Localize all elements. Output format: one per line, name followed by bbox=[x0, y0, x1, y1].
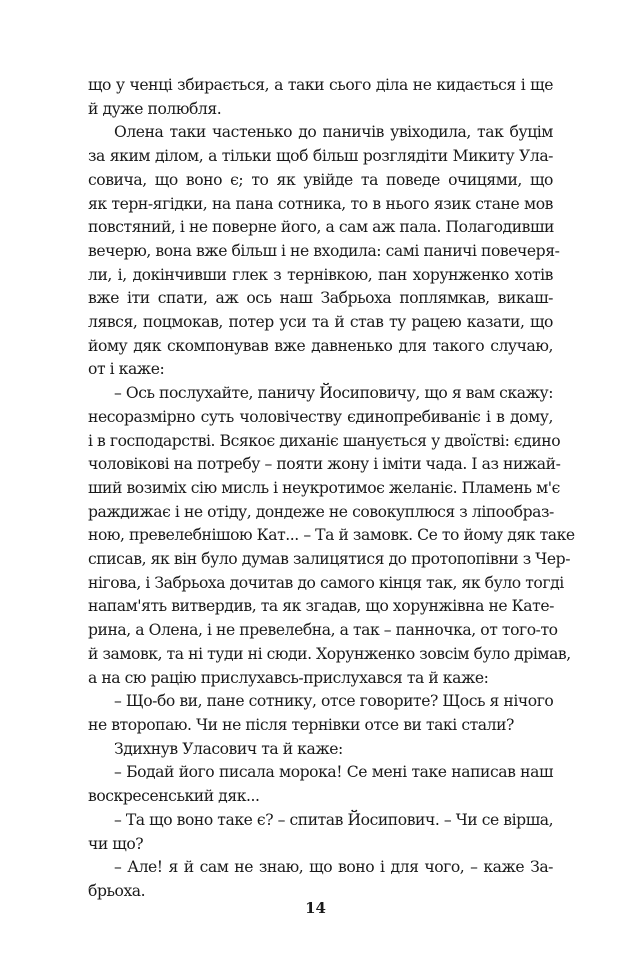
text-line: чи що? bbox=[88, 834, 144, 853]
text-line: ший возиміх сію мисль і неукротимоє желаніє. Пламень м'є bbox=[88, 478, 560, 497]
text-line: не второпаю. Чи не після тернівки отсе ви такі стали? bbox=[88, 715, 514, 734]
text-line: й замовк, та ні туди ні сюди. Хорунженко зовсім було дрімав, bbox=[88, 644, 571, 663]
text-line: вечерю, вона вже більш і не входила: самі паничі повечеря- bbox=[88, 241, 560, 260]
text-line: повстяний, і не поверне його, а сам аж пала. Полагодивши bbox=[88, 218, 554, 237]
text-line: – Що-бо ви, пане сотнику, отсе говорите? Щось я нічого bbox=[114, 692, 554, 711]
text-line: воскресенський дяк... bbox=[88, 787, 260, 806]
text-line: лявся, поцмокав, потер уси та й став ту рацею казати, що bbox=[88, 313, 553, 332]
text-line: чоловікові на потребу – пояти жону і іміти чада. І аз нижай- bbox=[88, 455, 561, 474]
text-line: Олена таки частенько до паничів увіходила, так буцім bbox=[114, 123, 553, 142]
text-line: брьоха. bbox=[88, 881, 146, 900]
text-line: списав, як він було думав залицятися до протопопівни з Чер- bbox=[88, 550, 571, 569]
text-line: ною, превелебнішою Кат... – Та й замовк. Се то йому дяк таке bbox=[88, 526, 575, 545]
text-line: – Ось послухайте, паничу Йосиповичу, що я вам скажу: bbox=[114, 384, 553, 403]
text-line: ли, і, докінчивши глек з тернівкою, пан хорунженко хотів bbox=[88, 265, 553, 284]
page-body bbox=[88, 74, 575, 904]
text-line: напам'ять витвердив, та як згадав, що хорунжівна не Кате- bbox=[88, 597, 554, 616]
text-line: що у ченці збирається, а таки сього діла не кидається і ще bbox=[88, 76, 553, 94]
text-line: і в господарстві. Всякоє диханіє шанується у двоїстві: єдино bbox=[88, 431, 561, 450]
text-line: й дуже полюбля. bbox=[88, 99, 222, 118]
text-line: от і каже: bbox=[88, 360, 165, 379]
text-line: йому дяк скомпонував вже давненько для такого случаю, bbox=[88, 336, 553, 355]
text-line: за яким ділом, а тільки щоб більш розглядіти Микиту Ула- bbox=[88, 147, 553, 166]
text-line: – Та що воно таке є? – спитав Йосипович. – Чи се вірша, bbox=[114, 810, 554, 829]
text-line: – Бодай його писала морока! Се мені таке написав наш bbox=[114, 763, 553, 782]
text-line: як терн-ягідки, на пана сотника, то в нього язик стане мов bbox=[88, 194, 553, 213]
text-line: а на сю рацію прислухавсь-прислухався та й каже: bbox=[88, 668, 489, 687]
text-line: нігова, і Забрьоха дочитав до самого кінця так, як було тогді bbox=[88, 573, 564, 592]
text-line: несоразмірно суть чоловічеству єдинопребиваніє і в дому, bbox=[88, 407, 553, 426]
text-line: – Але! я й сам не знаю, що воно і для чого, – каже За- bbox=[114, 858, 553, 877]
text-line: рина, а Олена, і не превелебна, а так – панночка, от того-то bbox=[88, 621, 558, 640]
text-line: Здихнув Уласович та й каже: bbox=[114, 739, 343, 758]
text-line: раждижає і не отіду, дондеже не совокуплюся з ліпообраз- bbox=[88, 502, 554, 521]
text-line: вже іти спати, аж ось наш Забрьоха поплямкав, викаш- bbox=[88, 289, 553, 308]
page-number: 14 bbox=[305, 899, 326, 917]
text-line: совича, що воно є; то як увійде та поведе очицями, що bbox=[88, 170, 553, 189]
